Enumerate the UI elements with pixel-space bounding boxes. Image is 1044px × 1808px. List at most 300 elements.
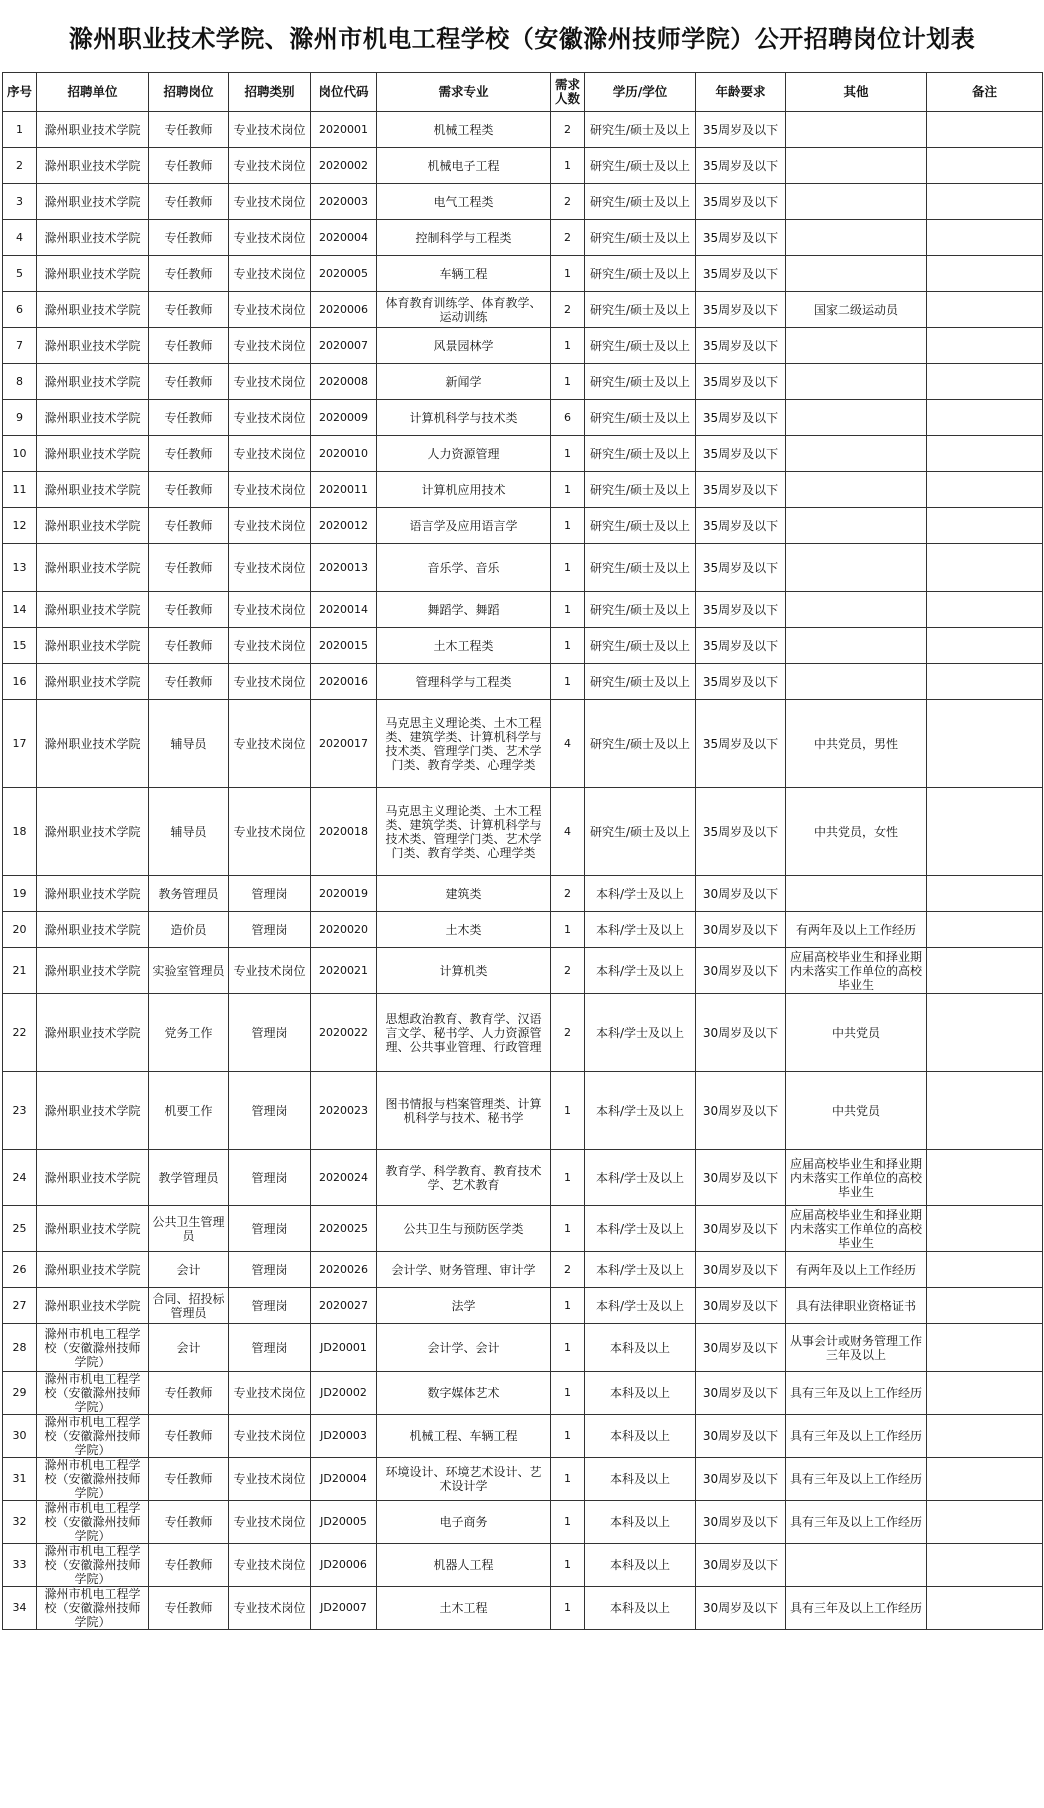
headcount-cell: 2: [551, 1252, 585, 1288]
required-major-cell: 会计学、财务管理、审计学: [377, 1252, 551, 1288]
position-cell: 专任教师: [149, 472, 229, 508]
education-degree-cell: 本科/学士及以上: [585, 948, 696, 994]
other-requirements-cell: [786, 544, 927, 592]
age-requirement-cell: 30周岁及以下: [696, 1544, 786, 1587]
required-major-cell: 教育学、科学教育、教育技术学、艺术教育: [377, 1150, 551, 1206]
recruiting-unit-cell: 滁州职业技术学院: [37, 436, 149, 472]
recruiting-unit-cell: 滁州职业技术学院: [37, 220, 149, 256]
education-degree-cell: 本科及以上: [585, 1458, 696, 1501]
row-number-cell: 30: [3, 1415, 37, 1458]
age-requirement-cell: 30周岁及以下: [696, 912, 786, 948]
row-number-cell: 19: [3, 876, 37, 912]
age-requirement-cell: 35周岁及以下: [696, 664, 786, 700]
other-requirements-cell: [786, 256, 927, 292]
required-major-cell: 思想政治教育、教育学、汉语言文学、秘书学、人力资源管理、公共事业管理、行政管理: [377, 994, 551, 1072]
other-requirements-cell: 具有三年及以上工作经历: [786, 1501, 927, 1544]
headcount-cell: 1: [551, 1458, 585, 1501]
remarks-cell: [927, 148, 1043, 184]
header-cell: 需求人数: [551, 73, 585, 112]
table-row: [3, 948, 1043, 994]
education-degree-cell: 研究生/硕士及以上: [585, 400, 696, 436]
position-category-cell: 专业技术岗位: [229, 544, 311, 592]
headcount-cell: 1: [551, 1324, 585, 1372]
education-degree-cell: 本科/学士及以上: [585, 876, 696, 912]
remarks-cell: [927, 184, 1043, 220]
remarks-cell: [927, 508, 1043, 544]
position-code-cell: 2020019: [311, 876, 377, 912]
table-row: [3, 544, 1043, 592]
age-requirement-cell: 30周岁及以下: [696, 1150, 786, 1206]
table-header-row: [3, 73, 1043, 112]
other-requirements-cell: 有两年及以上工作经历: [786, 1252, 927, 1288]
headcount-cell: 1: [551, 628, 585, 664]
other-requirements-cell: 具有三年及以上工作经历: [786, 1372, 927, 1415]
header-cell: 学历/学位: [585, 73, 696, 112]
remarks-cell: [927, 994, 1043, 1072]
position-category-cell: 专业技术岗位: [229, 112, 311, 148]
table-row: [3, 994, 1043, 1072]
required-major-cell: 土木类: [377, 912, 551, 948]
position-cell: 专任教师: [149, 628, 229, 664]
position-category-cell: 专业技术岗位: [229, 788, 311, 876]
row-number-cell: 11: [3, 472, 37, 508]
table-row: [3, 664, 1043, 700]
position-code-cell: 2020025: [311, 1206, 377, 1252]
table-row: [3, 788, 1043, 876]
position-category-cell: 专业技术岗位: [229, 436, 311, 472]
row-number-cell: 27: [3, 1288, 37, 1324]
required-major-cell: 建筑类: [377, 876, 551, 912]
position-cell: 党务工作: [149, 994, 229, 1072]
table-row: [3, 912, 1043, 948]
age-requirement-cell: 30周岁及以下: [696, 1458, 786, 1501]
position-category-cell: 专业技术岗位: [229, 220, 311, 256]
position-category-cell: 专业技术岗位: [229, 400, 311, 436]
other-requirements-cell: 应届高校毕业生和择业期内未落实工作单位的高校毕业生: [786, 948, 927, 994]
remarks-cell: [927, 876, 1043, 912]
position-category-cell: 专业技术岗位: [229, 664, 311, 700]
required-major-cell: 机械电子工程: [377, 148, 551, 184]
position-cell: 专任教师: [149, 508, 229, 544]
headcount-cell: 1: [551, 1372, 585, 1415]
position-category-cell: 专业技术岗位: [229, 364, 311, 400]
table-row: [3, 1206, 1043, 1252]
remarks-cell: [927, 436, 1043, 472]
table-row: [3, 1587, 1043, 1630]
headcount-cell: 1: [551, 1150, 585, 1206]
table-row: [3, 592, 1043, 628]
recruitment-plan-table: [2, 72, 1043, 1630]
table-row: [3, 112, 1043, 148]
required-major-cell: 数字媒体艺术: [377, 1372, 551, 1415]
remarks-cell: [927, 256, 1043, 292]
remarks-cell: [927, 1372, 1043, 1415]
position-category-cell: 管理岗: [229, 1206, 311, 1252]
required-major-cell: 机械工程、车辆工程: [377, 1415, 551, 1458]
position-cell: 专任教师: [149, 220, 229, 256]
position-code-cell: 2020003: [311, 184, 377, 220]
age-requirement-cell: 35周岁及以下: [696, 400, 786, 436]
position-category-cell: 专业技术岗位: [229, 184, 311, 220]
row-number-cell: 33: [3, 1544, 37, 1587]
recruiting-unit-cell: 滁州职业技术学院: [37, 148, 149, 184]
row-number-cell: 32: [3, 1501, 37, 1544]
row-number-cell: 15: [3, 628, 37, 664]
position-code-cell: JD20007: [311, 1587, 377, 1630]
required-major-cell: 风景园林学: [377, 328, 551, 364]
other-requirements-cell: [786, 112, 927, 148]
headcount-cell: 1: [551, 472, 585, 508]
position-cell: 公共卫生管理员: [149, 1206, 229, 1252]
remarks-cell: [927, 788, 1043, 876]
education-degree-cell: 本科/学士及以上: [585, 1206, 696, 1252]
recruiting-unit-cell: 滁州市机电工程学校（安徽滁州技师学院）: [37, 1587, 149, 1630]
position-code-cell: 2020004: [311, 220, 377, 256]
headcount-cell: 1: [551, 328, 585, 364]
education-degree-cell: 研究生/硕士及以上: [585, 592, 696, 628]
required-major-cell: 公共卫生与预防医学类: [377, 1206, 551, 1252]
education-degree-cell: 研究生/硕士及以上: [585, 788, 696, 876]
position-category-cell: 专业技术岗位: [229, 508, 311, 544]
position-code-cell: 2020023: [311, 1072, 377, 1150]
table-row: [3, 876, 1043, 912]
remarks-cell: [927, 1458, 1043, 1501]
headcount-cell: 4: [551, 788, 585, 876]
position-code-cell: 2020015: [311, 628, 377, 664]
education-degree-cell: 本科/学士及以上: [585, 1252, 696, 1288]
recruiting-unit-cell: 滁州职业技术学院: [37, 1206, 149, 1252]
position-cell: 专任教师: [149, 364, 229, 400]
required-major-cell: 人力资源管理: [377, 436, 551, 472]
age-requirement-cell: 35周岁及以下: [696, 788, 786, 876]
remarks-cell: [927, 912, 1043, 948]
recruiting-unit-cell: 滁州职业技术学院: [37, 664, 149, 700]
position-cell: 会计: [149, 1252, 229, 1288]
remarks-cell: [927, 1252, 1043, 1288]
position-category-cell: 管理岗: [229, 1072, 311, 1150]
position-code-cell: 2020002: [311, 148, 377, 184]
age-requirement-cell: 30周岁及以下: [696, 948, 786, 994]
headcount-cell: 2: [551, 112, 585, 148]
row-number-cell: 3: [3, 184, 37, 220]
recruiting-unit-cell: 滁州职业技术学院: [37, 292, 149, 328]
position-code-cell: 2020027: [311, 1288, 377, 1324]
remarks-cell: [927, 1587, 1043, 1630]
recruiting-unit-cell: 滁州职业技术学院: [37, 876, 149, 912]
position-code-cell: 2020018: [311, 788, 377, 876]
position-cell: 专任教师: [149, 256, 229, 292]
headcount-cell: 2: [551, 948, 585, 994]
other-requirements-cell: [786, 364, 927, 400]
other-requirements-cell: 具有三年及以上工作经历: [786, 1458, 927, 1501]
position-code-cell: 2020012: [311, 508, 377, 544]
position-category-cell: 专业技术岗位: [229, 1372, 311, 1415]
position-category-cell: 专业技术岗位: [229, 292, 311, 328]
education-degree-cell: 研究生/硕士及以上: [585, 700, 696, 788]
remarks-cell: [927, 700, 1043, 788]
remarks-cell: [927, 1544, 1043, 1587]
position-category-cell: 专业技术岗位: [229, 1501, 311, 1544]
other-requirements-cell: [786, 1544, 927, 1587]
recruiting-unit-cell: 滁州职业技术学院: [37, 912, 149, 948]
row-number-cell: 26: [3, 1252, 37, 1288]
education-degree-cell: 研究生/硕士及以上: [585, 544, 696, 592]
table-row: [3, 1544, 1043, 1587]
headcount-cell: 2: [551, 292, 585, 328]
remarks-cell: [927, 1206, 1043, 1252]
recruiting-unit-cell: 滁州职业技术学院: [37, 948, 149, 994]
recruiting-unit-cell: 滁州职业技术学院: [37, 508, 149, 544]
education-degree-cell: 本科及以上: [585, 1544, 696, 1587]
education-degree-cell: 研究生/硕士及以上: [585, 220, 696, 256]
row-number-cell: 25: [3, 1206, 37, 1252]
row-number-cell: 6: [3, 292, 37, 328]
headcount-cell: 1: [551, 1587, 585, 1630]
table-row: [3, 472, 1043, 508]
position-code-cell: 2020001: [311, 112, 377, 148]
education-degree-cell: 本科及以上: [585, 1372, 696, 1415]
row-number-cell: 1: [3, 112, 37, 148]
age-requirement-cell: 35周岁及以下: [696, 436, 786, 472]
other-requirements-cell: [786, 876, 927, 912]
recruiting-unit-cell: 滁州职业技术学院: [37, 328, 149, 364]
other-requirements-cell: 中共党员，男性: [786, 700, 927, 788]
age-requirement-cell: 35周岁及以下: [696, 112, 786, 148]
recruiting-unit-cell: 滁州职业技术学院: [37, 472, 149, 508]
remarks-cell: [927, 472, 1043, 508]
remarks-cell: [927, 592, 1043, 628]
education-degree-cell: 本科/学士及以上: [585, 1150, 696, 1206]
other-requirements-cell: [786, 436, 927, 472]
row-number-cell: 20: [3, 912, 37, 948]
position-category-cell: 管理岗: [229, 1288, 311, 1324]
other-requirements-cell: 国家二级运动员: [786, 292, 927, 328]
position-cell: 教学管理员: [149, 1150, 229, 1206]
position-code-cell: 2020020: [311, 912, 377, 948]
header-cell: 其他: [786, 73, 927, 112]
headcount-cell: 1: [551, 1415, 585, 1458]
header-cell: 年龄要求: [696, 73, 786, 112]
row-number-cell: 5: [3, 256, 37, 292]
recruiting-unit-cell: 滁州市机电工程学校（安徽滁州技师学院）: [37, 1415, 149, 1458]
other-requirements-cell: 具有三年及以上工作经历: [786, 1587, 927, 1630]
position-cell: 合同、招投标管理员: [149, 1288, 229, 1324]
recruiting-unit-cell: 滁州职业技术学院: [37, 628, 149, 664]
position-category-cell: 专业技术岗位: [229, 948, 311, 994]
header-cell: 备注: [927, 73, 1043, 112]
table-row: [3, 1458, 1043, 1501]
header-cell: 招聘岗位: [149, 73, 229, 112]
age-requirement-cell: 35周岁及以下: [696, 184, 786, 220]
education-degree-cell: 本科及以上: [585, 1587, 696, 1630]
remarks-cell: [927, 1324, 1043, 1372]
age-requirement-cell: 30周岁及以下: [696, 1072, 786, 1150]
other-requirements-cell: [786, 220, 927, 256]
education-degree-cell: 研究生/硕士及以上: [585, 364, 696, 400]
position-code-cell: 2020007: [311, 328, 377, 364]
position-code-cell: 2020021: [311, 948, 377, 994]
table-row: [3, 1150, 1043, 1206]
age-requirement-cell: 35周岁及以下: [696, 148, 786, 184]
education-degree-cell: 本科/学士及以上: [585, 1288, 696, 1324]
remarks-cell: [927, 112, 1043, 148]
position-category-cell: 专业技术岗位: [229, 148, 311, 184]
position-cell: 专任教师: [149, 148, 229, 184]
headcount-cell: 1: [551, 1072, 585, 1150]
recruiting-unit-cell: 滁州职业技术学院: [37, 1150, 149, 1206]
table-row: [3, 1252, 1043, 1288]
headcount-cell: 2: [551, 184, 585, 220]
required-major-cell: 图书情报与档案管理类、计算机科学与技术、秘书学: [377, 1072, 551, 1150]
position-category-cell: 管理岗: [229, 1324, 311, 1372]
headcount-cell: 1: [551, 592, 585, 628]
age-requirement-cell: 35周岁及以下: [696, 508, 786, 544]
table-row: [3, 220, 1043, 256]
position-cell: 专任教师: [149, 112, 229, 148]
other-requirements-cell: 具有法律职业资格证书: [786, 1288, 927, 1324]
row-number-cell: 7: [3, 328, 37, 364]
position-code-cell: JD20005: [311, 1501, 377, 1544]
age-requirement-cell: 35周岁及以下: [696, 628, 786, 664]
education-degree-cell: 研究生/硕士及以上: [585, 148, 696, 184]
other-requirements-cell: [786, 148, 927, 184]
position-cell: 辅导员: [149, 700, 229, 788]
education-degree-cell: 本科/学士及以上: [585, 912, 696, 948]
row-number-cell: 13: [3, 544, 37, 592]
row-number-cell: 29: [3, 1372, 37, 1415]
table-row: [3, 1324, 1043, 1372]
row-number-cell: 23: [3, 1072, 37, 1150]
row-number-cell: 8: [3, 364, 37, 400]
education-degree-cell: 本科及以上: [585, 1415, 696, 1458]
position-cell: 会计: [149, 1324, 229, 1372]
position-category-cell: 专业技术岗位: [229, 1587, 311, 1630]
education-degree-cell: 研究生/硕士及以上: [585, 628, 696, 664]
required-major-cell: 体育教育训练学、体育教学、运动训练: [377, 292, 551, 328]
row-number-cell: 31: [3, 1458, 37, 1501]
remarks-cell: [927, 664, 1043, 700]
position-category-cell: 专业技术岗位: [229, 328, 311, 364]
age-requirement-cell: 30周岁及以下: [696, 1501, 786, 1544]
position-cell: 专任教师: [149, 1587, 229, 1630]
position-category-cell: 管理岗: [229, 876, 311, 912]
age-requirement-cell: 30周岁及以下: [696, 1415, 786, 1458]
header-cell: 需求专业: [377, 73, 551, 112]
position-code-cell: 2020022: [311, 994, 377, 1072]
age-requirement-cell: 30周岁及以下: [696, 1288, 786, 1324]
position-category-cell: 管理岗: [229, 1150, 311, 1206]
table-row: [3, 1501, 1043, 1544]
education-degree-cell: 研究生/硕士及以上: [585, 508, 696, 544]
other-requirements-cell: 中共党员，女性: [786, 788, 927, 876]
education-degree-cell: 研究生/硕士及以上: [585, 112, 696, 148]
other-requirements-cell: [786, 472, 927, 508]
page-title: 滁州职业技术学院、滁州市机电工程学校（安徽滁州技师学院）公开招聘岗位计划表: [68, 24, 976, 53]
headcount-cell: 2: [551, 876, 585, 912]
education-degree-cell: 研究生/硕士及以上: [585, 292, 696, 328]
position-cell: 实验室管理员: [149, 948, 229, 994]
education-degree-cell: 研究生/硕士及以上: [585, 184, 696, 220]
education-degree-cell: 本科及以上: [585, 1324, 696, 1372]
position-code-cell: JD20002: [311, 1372, 377, 1415]
position-code-cell: JD20006: [311, 1544, 377, 1587]
position-code-cell: 2020005: [311, 256, 377, 292]
required-major-cell: 环境设计、环境艺术设计、艺术设计学: [377, 1458, 551, 1501]
age-requirement-cell: 30周岁及以下: [696, 994, 786, 1072]
row-number-cell: 16: [3, 664, 37, 700]
recruiting-unit-cell: 滁州市机电工程学校（安徽滁州技师学院）: [37, 1324, 149, 1372]
education-degree-cell: 研究生/硕士及以上: [585, 256, 696, 292]
headcount-cell: 2: [551, 220, 585, 256]
headcount-cell: 1: [551, 256, 585, 292]
header-cell: 序号: [3, 73, 37, 112]
position-code-cell: 2020006: [311, 292, 377, 328]
recruiting-unit-cell: 滁州职业技术学院: [37, 788, 149, 876]
position-cell: 机要工作: [149, 1072, 229, 1150]
remarks-cell: [927, 1288, 1043, 1324]
position-cell: 辅导员: [149, 788, 229, 876]
other-requirements-cell: [786, 664, 927, 700]
required-major-cell: 新闻学: [377, 364, 551, 400]
row-number-cell: 24: [3, 1150, 37, 1206]
education-degree-cell: 研究生/硕士及以上: [585, 664, 696, 700]
required-major-cell: 马克思主义理论类、土木工程类、建筑学类、计算机科学与技术类、管理学门类、艺术学门类、教育学类、心理学类: [377, 700, 551, 788]
position-code-cell: 2020010: [311, 436, 377, 472]
remarks-cell: [927, 544, 1043, 592]
position-cell: 专任教师: [149, 184, 229, 220]
recruiting-unit-cell: 滁州市机电工程学校（安徽滁州技师学院）: [37, 1501, 149, 1544]
table-row: [3, 436, 1043, 472]
education-degree-cell: 本科/学士及以上: [585, 1072, 696, 1150]
required-major-cell: 车辆工程: [377, 256, 551, 292]
position-category-cell: 专业技术岗位: [229, 592, 311, 628]
table-row: [3, 1288, 1043, 1324]
headcount-cell: 1: [551, 364, 585, 400]
position-code-cell: 2020016: [311, 664, 377, 700]
other-requirements-cell: 从事会计或财务管理工作三年及以上: [786, 1324, 927, 1372]
row-number-cell: 34: [3, 1587, 37, 1630]
remarks-cell: [927, 1415, 1043, 1458]
table-row: [3, 256, 1043, 292]
position-category-cell: 专业技术岗位: [229, 1415, 311, 1458]
table-row: [3, 628, 1043, 664]
other-requirements-cell: [786, 328, 927, 364]
recruiting-unit-cell: 滁州职业技术学院: [37, 1288, 149, 1324]
headcount-cell: 1: [551, 148, 585, 184]
position-cell: 专任教师: [149, 1501, 229, 1544]
header-cell: 岗位代码: [311, 73, 377, 112]
headcount-cell: 1: [551, 1288, 585, 1324]
required-major-cell: 计算机应用技术: [377, 472, 551, 508]
position-cell: 专任教师: [149, 328, 229, 364]
required-major-cell: 会计学、会计: [377, 1324, 551, 1372]
recruiting-unit-cell: 滁州职业技术学院: [37, 400, 149, 436]
headcount-cell: 1: [551, 1501, 585, 1544]
recruiting-unit-cell: 滁州职业技术学院: [37, 256, 149, 292]
row-number-cell: 28: [3, 1324, 37, 1372]
table-body: [3, 112, 1043, 1630]
required-major-cell: 计算机类: [377, 948, 551, 994]
age-requirement-cell: 35周岁及以下: [696, 592, 786, 628]
position-category-cell: 专业技术岗位: [229, 628, 311, 664]
position-code-cell: 2020024: [311, 1150, 377, 1206]
table-row: [3, 1372, 1043, 1415]
position-cell: 专任教师: [149, 1372, 229, 1415]
required-major-cell: 马克思主义理论类、土木工程类、建筑学类、计算机科学与技术类、管理学门类、艺术学门类、教育学类、心理学类: [377, 788, 551, 876]
remarks-cell: [927, 1072, 1043, 1150]
remarks-cell: [927, 364, 1043, 400]
table-row: [3, 1072, 1043, 1150]
